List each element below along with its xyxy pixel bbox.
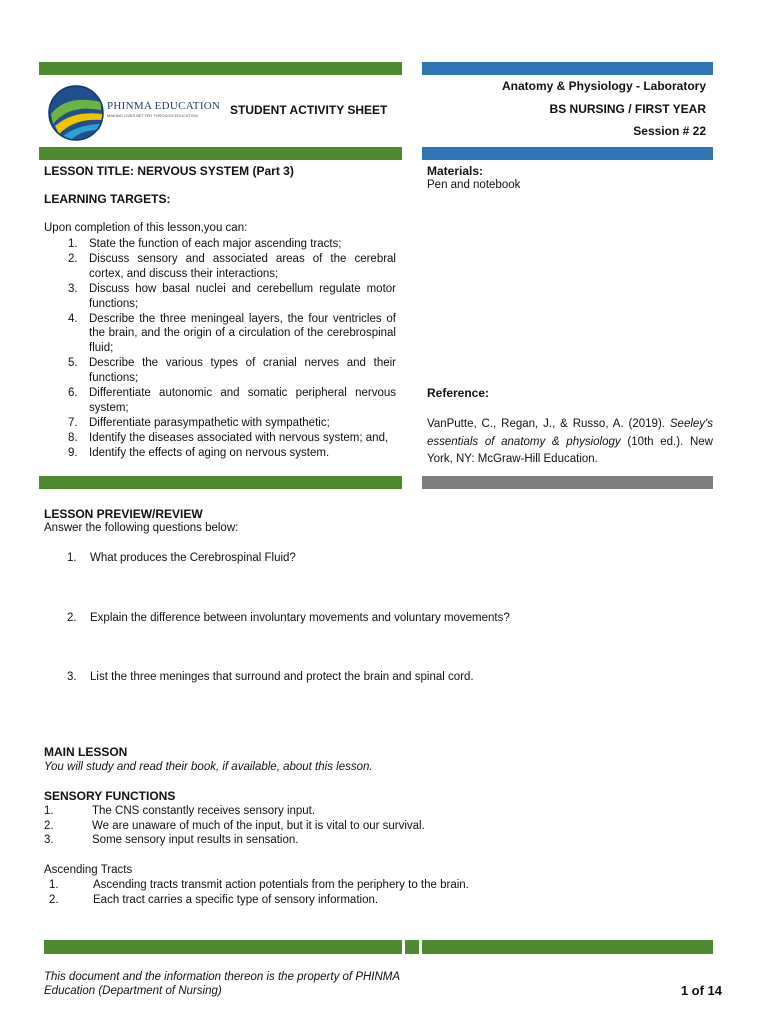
- divider-bar-right: [422, 476, 713, 489]
- footer-bar-mid: [405, 940, 419, 954]
- lesson-intro: Upon completion of this lesson,you can:: [44, 222, 248, 234]
- footer-disclaimer-line-2: Education (Department of Nursing): [44, 985, 222, 997]
- footer-bar-left: [44, 940, 402, 954]
- main-lesson-heading: MAIN LESSON: [44, 745, 128, 759]
- target-item: 1. State the function of each major ascending tracts;: [68, 238, 342, 250]
- footer-disclaimer: [44, 970, 400, 998]
- target-text: Differentiate autonomic and somatic peripheral nervous system;: [89, 387, 396, 414]
- target-text: Discuss sensory and associated areas of the cerebral cortex, and discuss their interactions;: [89, 252, 396, 280]
- section-bar-left: [39, 147, 402, 160]
- reference-text: [427, 416, 713, 469]
- target-item: 6. Differentiate autonomic and somatic peripheral nervous system;: [68, 387, 396, 414]
- preview-heading: LESSON PREVIEW/REVIEW: [44, 507, 203, 521]
- materials-text: Pen and notebook: [427, 179, 521, 191]
- target-text: Describe the various types of cranial nerves and their functions;: [89, 357, 396, 385]
- target-item: 4. Describe the three meningeal layers, the four ventricles of the brain, and the origin of a circulation of the cerebrospinal fluid;: [68, 312, 396, 355]
- target-text: Identify the diseases associated with nervous system; and,: [89, 431, 389, 444]
- sensory-functions-heading: SENSORY FUNCTIONS: [44, 789, 176, 803]
- target-item: 2. Discuss sensory and associated areas of the cerebral cortex, and discuss their interactions;: [68, 252, 396, 280]
- main-lesson-note: You will study and read their book, if available, about this lesson.: [44, 761, 373, 773]
- target-text: Differentiate parasympathetic with sympathetic;: [89, 416, 330, 429]
- target-text: Identify the effects of aging on nervous system.: [89, 446, 330, 459]
- reference-book: Seeley's essentials of anatomy & physiology: [427, 418, 713, 448]
- divider-bar-left: [39, 476, 402, 489]
- target-text: Describe the three meningeal layers, the four ventricles of the brain, and the origin of a circulation of the cerebrospinal fluid;: [89, 312, 396, 355]
- logo-emblem-icon: [47, 84, 107, 142]
- course-title: Anatomy & Physiology - Laboratory: [501, 79, 706, 93]
- phinma-logo: [47, 84, 221, 142]
- learning-targets-heading: LEARNING TARGETS:: [44, 192, 171, 206]
- section-bar-right: [422, 147, 713, 160]
- program-title: BS NURSING / FIRST YEAR: [549, 102, 706, 116]
- reference-heading: Reference:: [427, 386, 490, 400]
- materials-heading: Materials:: [427, 164, 484, 178]
- target-item: 7. Differentiate parasympathetic with sympathetic;: [68, 416, 330, 429]
- sheet-title: STUDENT ACTIVITY SHEET: [230, 103, 388, 117]
- learning-targets-list: [44, 237, 396, 461]
- target-text: State the function of each major ascending tracts;: [89, 238, 342, 250]
- logo-tagline: MAKING LIVES BETTER THROUGH EDUCATION: [107, 113, 198, 118]
- page-number: 1 of 14: [680, 983, 722, 998]
- session-number: Session # 22: [633, 124, 706, 138]
- footer-bar-right: [422, 940, 713, 954]
- target-item: 9. Identify the effects of aging on nervous system.: [68, 446, 330, 459]
- header-bar-left: [39, 62, 402, 75]
- target-item: 5. Describe the various types of cranial nerves and their functions;: [68, 357, 396, 385]
- lesson-title: LESSON TITLE: NERVOUS SYSTEM (Part 3): [44, 164, 294, 178]
- target-item: 8. Identify the diseases associated with nervous system; and,: [68, 431, 389, 444]
- ascending-tracts-heading: Ascending Tracts: [44, 864, 133, 876]
- header-bar-right: [422, 62, 713, 75]
- footer-disclaimer-line-1: This document and the information thereon is the property of PHINMA: [44, 971, 401, 983]
- reference-edition: (10th ed.). New York, NY: McGraw-Hill Education.: [427, 435, 713, 465]
- target-item: 3. Discuss how basal nuclei and cerebellum regulate motor functions;: [68, 282, 396, 310]
- target-text: Discuss how basal nuclei and cerebellum regulate motor functions;: [89, 282, 396, 310]
- logo-name: PHINMA EDUCATION: [107, 100, 221, 112]
- reference-authors: VanPutte, C., Regan, J., & Russo, A. (2019).: [427, 418, 665, 430]
- preview-instruction: Answer the following questions below:: [44, 522, 239, 534]
